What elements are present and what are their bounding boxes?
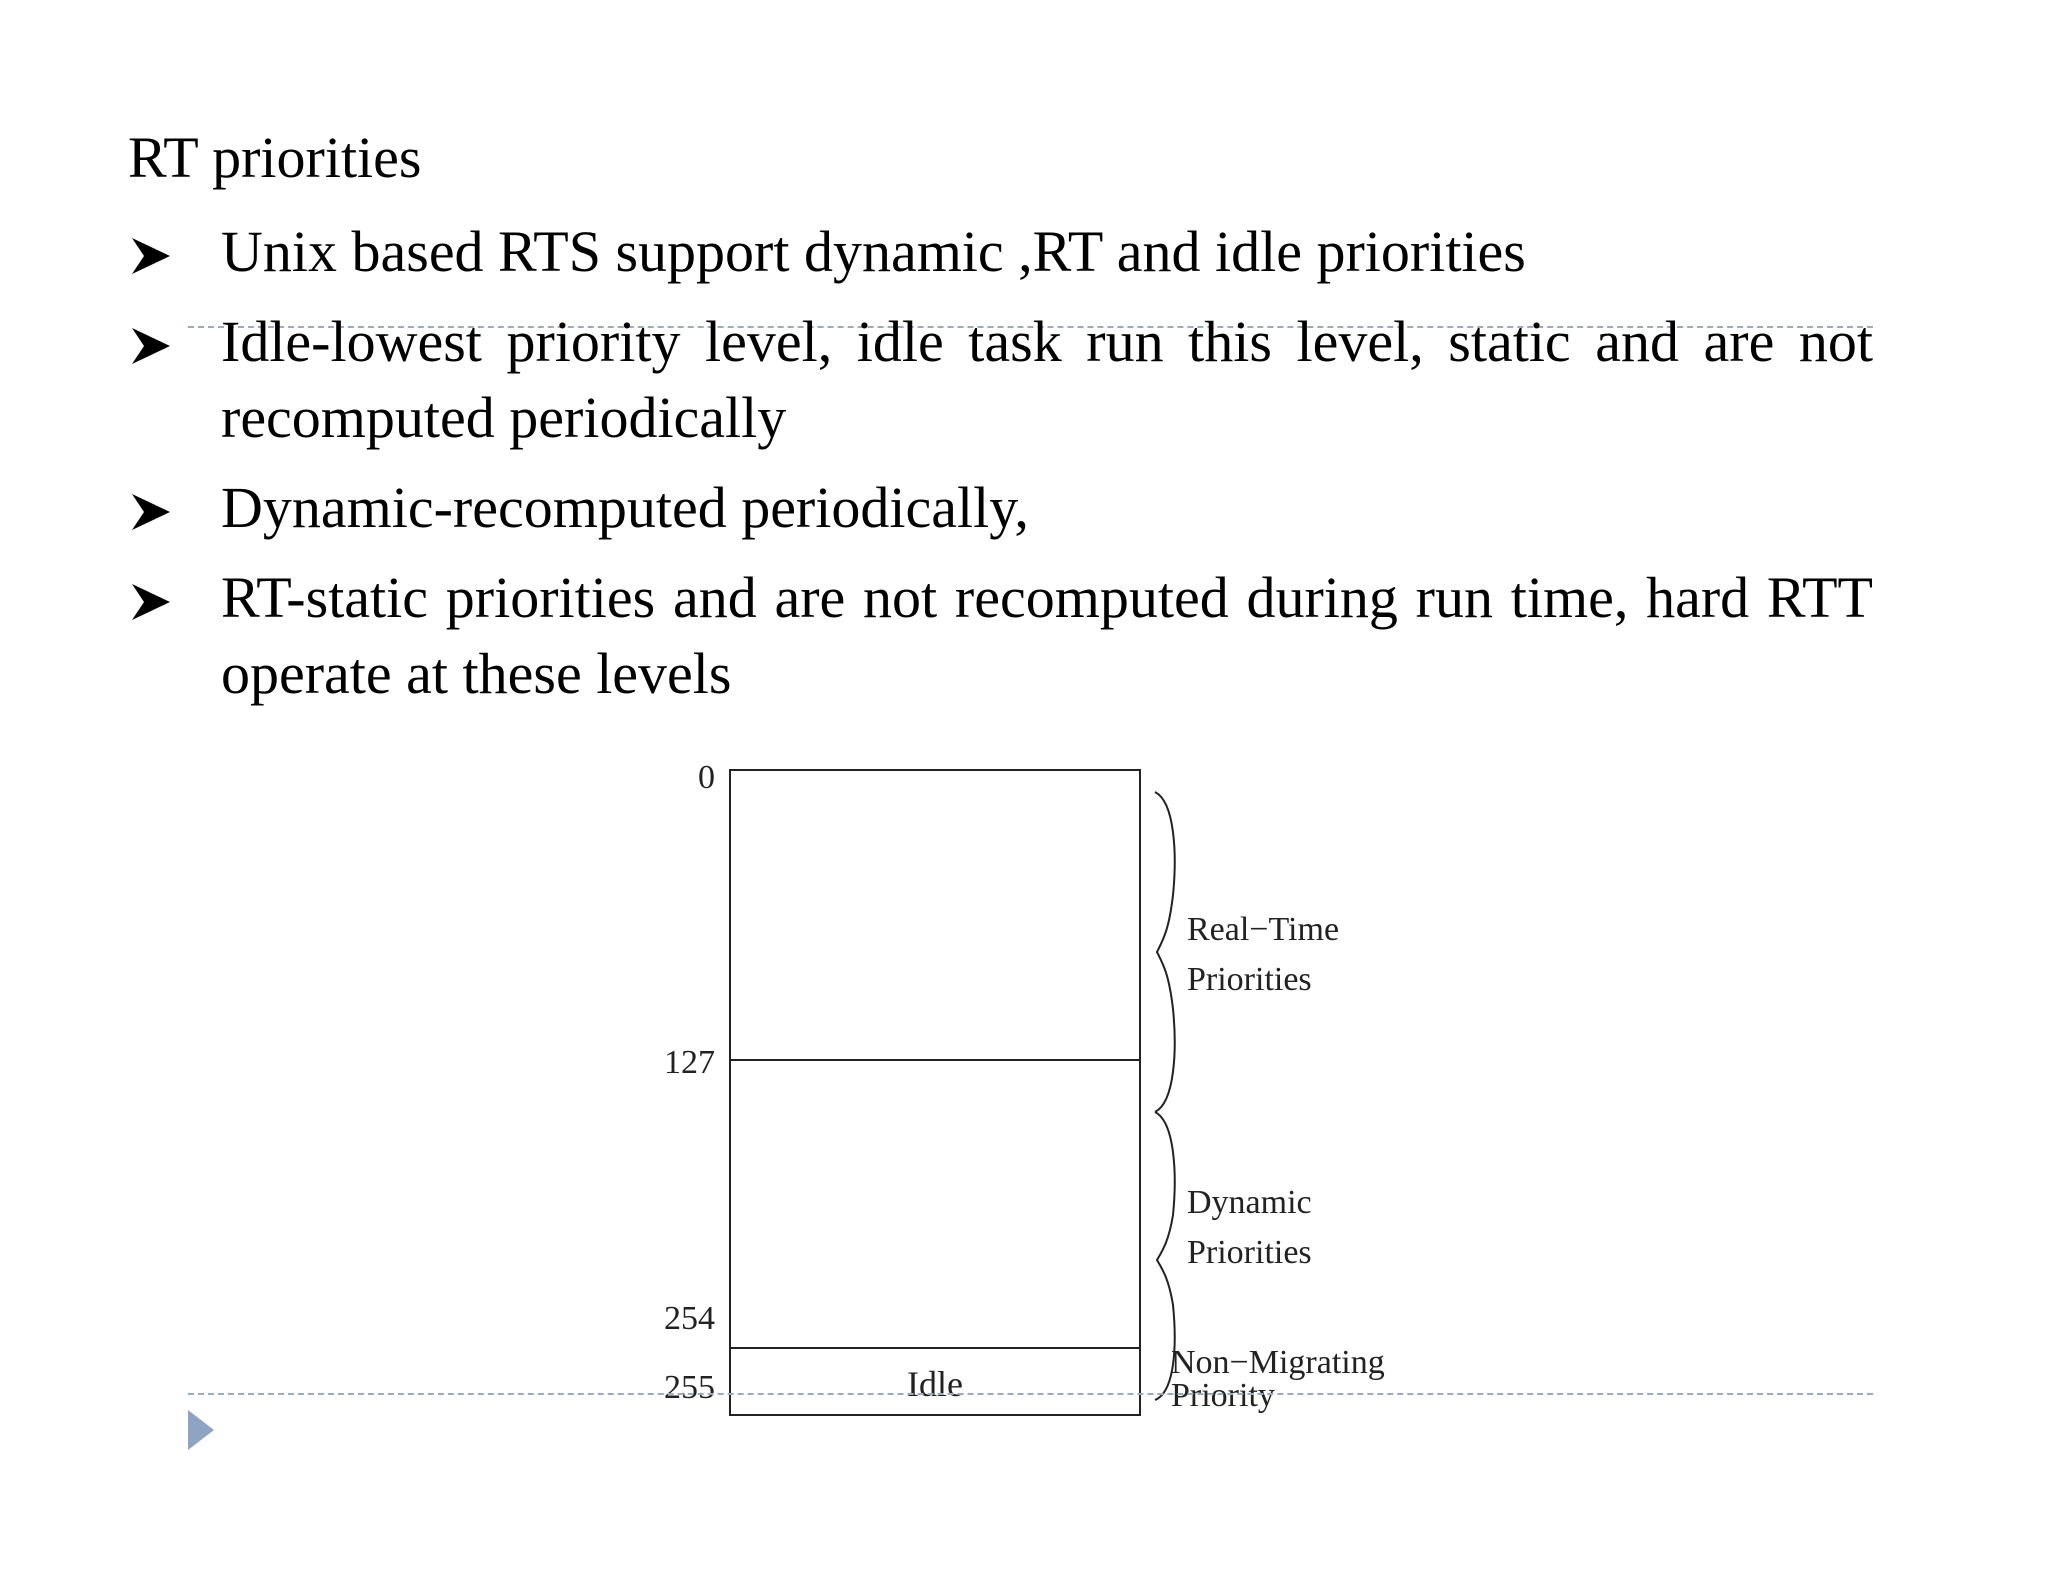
arrow-bullet-icon (130, 325, 172, 367)
slide-marker-triangle-icon (188, 1410, 214, 1450)
level-label-127: 127 (664, 1044, 715, 1081)
group-label-non-migrating-line1: Non−Migrating (1171, 1344, 1385, 1381)
group-label-non-migrating-line2: Priority (1171, 1377, 1275, 1414)
priority-diagram-svg (600, 740, 1500, 1462)
bullet-item (128, 560, 1873, 712)
arrow-bullet-icon (130, 235, 172, 277)
level-label-254: 254 (664, 1300, 715, 1337)
group-label-real-time-line2: Priorities (1187, 961, 1312, 998)
slide-title: RT priorities (128, 125, 422, 190)
idle-label: Idle (907, 1364, 963, 1404)
brace-icon-real-time (1155, 792, 1175, 1112)
bullet-item (128, 470, 1873, 546)
level-label-255: 255 (664, 1369, 715, 1406)
bullet-item (128, 214, 1873, 290)
group-label-real-time-line1: Real−Time (1187, 911, 1340, 948)
priority-range-box (730, 770, 1140, 1415)
priority-levels-diagram (600, 740, 1500, 1462)
arrow-bullet-icon (130, 581, 172, 623)
bullet-item (128, 304, 1873, 456)
bullet-list (128, 214, 1873, 726)
dashed-divider-bottom (188, 1393, 1873, 1395)
bullet-text: RT-static priorities and are not recomputed during run time, hard RTT operate at these levels (221, 565, 1873, 706)
group-label-dynamic-line1: Dynamic (1187, 1184, 1312, 1221)
bullet-text: Idle-lowest priority level, idle task run this level, static and are not recomputed periodically (221, 309, 1873, 450)
group-label-dynamic-line2: Priorities (1187, 1234, 1312, 1271)
level-label-0: 0 (698, 759, 715, 796)
arrow-bullet-icon (130, 491, 172, 533)
bullet-text: Unix based RTS support dynamic ,RT and idle priorities (221, 219, 1526, 284)
bullet-text: Dynamic-recomputed periodically, (221, 475, 1029, 540)
